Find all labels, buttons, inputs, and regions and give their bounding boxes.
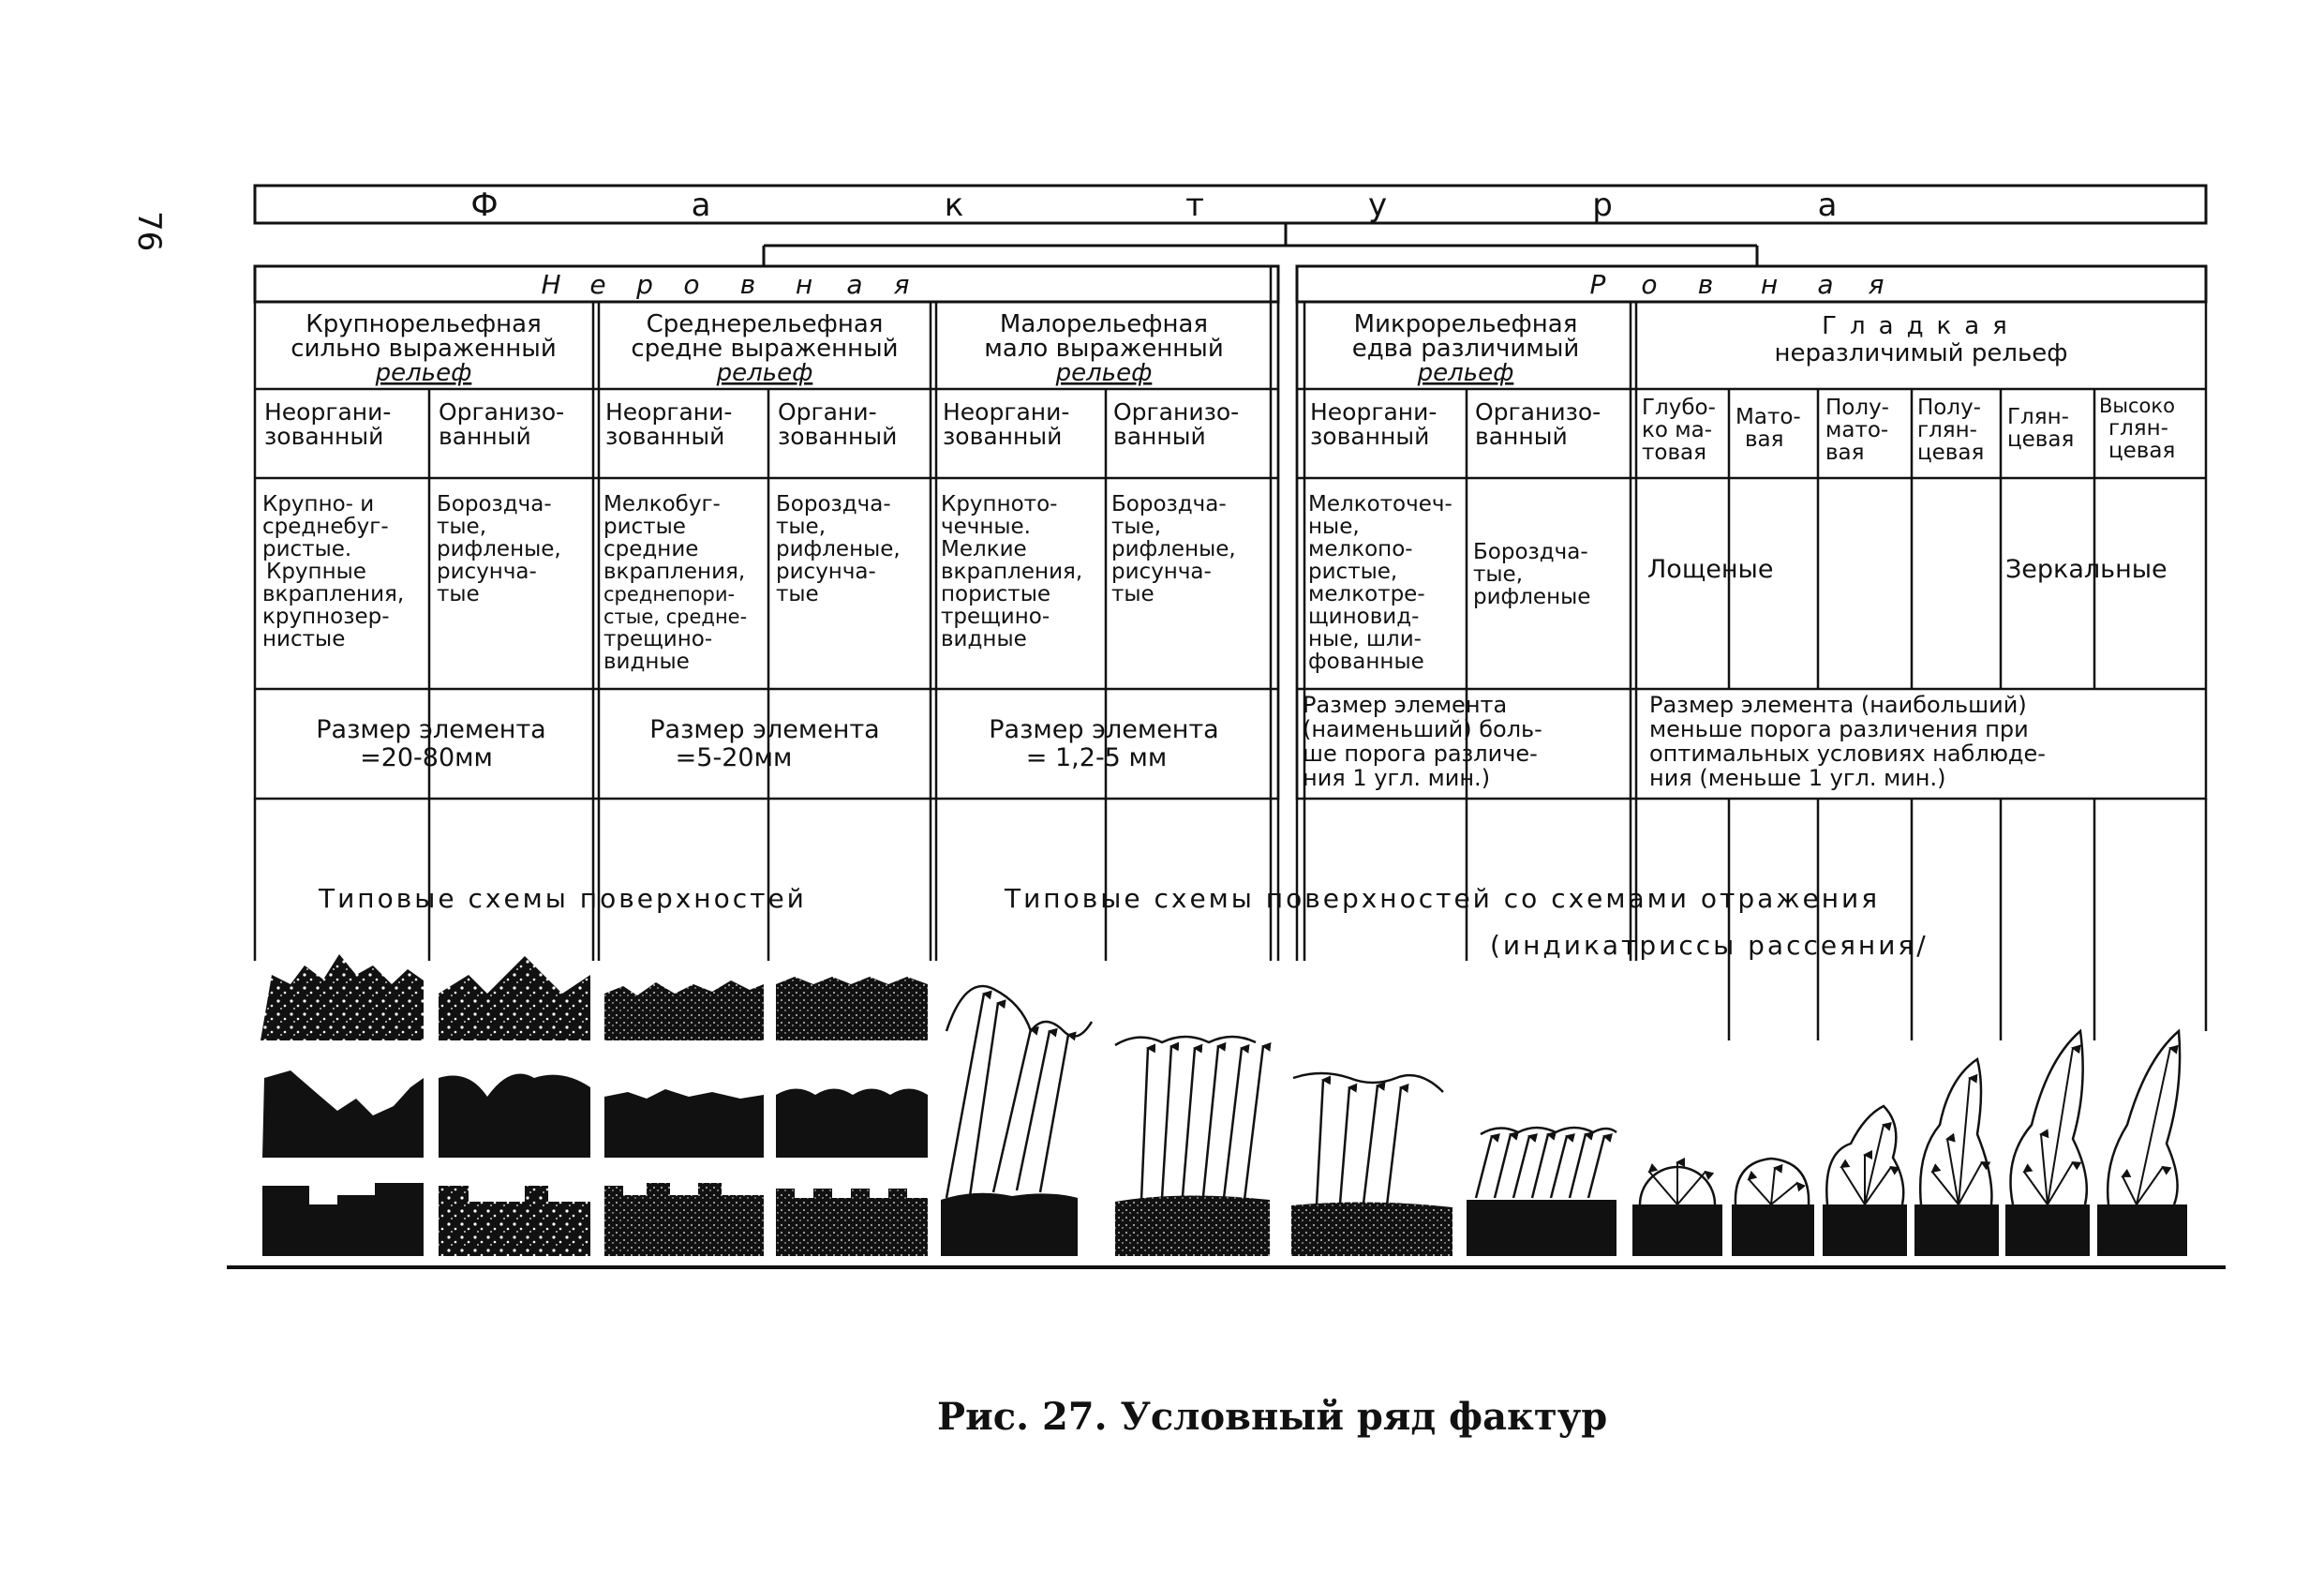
desc-col-7 [1308,492,1452,674]
gloss-header: вая [1745,427,1784,452]
reflection-scheme-micro-unorg [1291,1073,1452,1256]
branch-connector [764,223,1757,266]
desc-line: рифленые, [1111,537,1236,561]
title-letter: у [1367,187,1388,224]
indicatrix-matte [1732,1159,1814,1256]
surface-scheme-medium-unorg [604,980,764,1256]
desc-line: вкрапления, [941,560,1083,584]
desc-col-3 [603,492,747,674]
surface-scheme-large-org [439,956,590,1256]
desc-line: ристые, [1308,560,1398,584]
desc-line: щиновид- [1308,605,1420,629]
desc-line: тые, [1111,515,1162,539]
desc-line: Крупното- [941,492,1058,516]
desc-line: ристые [603,515,686,539]
gloss-header: товая [1642,441,1706,465]
gloss-header: ко ма- [1642,418,1713,442]
desc-line: тые [437,582,480,606]
size-micro: ния 1 угл. мин.) [1303,765,1491,791]
indicatrix-semi-gloss [1914,1059,1999,1256]
desc-line: тые, [437,515,487,539]
gloss-header: Полу- [1825,396,1889,420]
org-header: ванный [1113,423,1206,450]
desc-line: среднепори- [603,583,736,606]
gloss-header: цевая [2007,427,2075,452]
group-letter: а [846,269,863,300]
desc-line: видные [603,650,690,674]
desc-line: стые, средне- [603,606,748,628]
desc-col-2 [437,492,561,606]
org-header: ванный [439,423,531,450]
unorg-header: зованный [943,423,1063,450]
desc-line: видные [941,627,1027,651]
schemes-right-sublabel: (индикатриссы рассеяния/ [1490,930,1929,961]
title-letter: т [1185,187,1204,224]
title-letter: Ф [470,187,499,224]
unorg-header: зованный [264,423,384,450]
gloss-header: Глубо- [1642,396,1716,420]
desc-line: вкрапления, [262,582,405,606]
indicatrix-deep-matte [1632,1162,1722,1256]
relief-large-line: Крупнорельефная [305,310,542,338]
size-micro: Размер элемента [1303,692,1508,718]
desc-col-6 [1111,492,1236,606]
relief-micro-line: рельеф [1417,359,1514,387]
title-letter: а [1817,187,1838,224]
relief-large-line: рельеф [375,359,472,387]
group-letter: в [1697,269,1714,300]
group-letter: Н [541,269,561,300]
desc-line: среднебуг- [262,515,389,539]
title-letters [470,187,1837,224]
title-letter: а [691,187,711,224]
gloss-header: Мато- [1736,405,1801,429]
surface-scheme-large-unorg [261,954,424,1256]
group-letter: я [893,269,910,300]
desc-line: чечные. [941,515,1031,539]
desc-col-5 [941,492,1082,651]
indicatrix-high-gloss [2097,1031,2187,1256]
desc-line: мелкотре- [1308,582,1425,606]
unorg-header: Неоргани- [605,398,733,426]
group-letter: е [589,269,606,300]
desc-line: рифленые, [437,537,561,561]
size-micro: (наименьший) боль- [1303,716,1542,742]
size-small: Размер элемента [989,715,1219,744]
table-grid [255,266,2206,1040]
org-header: Организо- [439,398,565,426]
desc-line: вкрапления, [603,560,746,584]
relief-smooth-title: Гладкая [1822,312,2020,340]
desc-line: крупнозер- [262,605,390,629]
org-header: зованный [778,423,898,450]
group-letter: н [795,269,813,300]
gloss-header: Глян- [2007,405,2069,429]
desc-line: Мелкие [941,537,1027,561]
relief-micro-line: едва различимый [1351,335,1580,363]
desc-line: тые, [1473,562,1524,587]
desc-line: тые [776,582,819,606]
desc-line: ные, [1308,515,1360,539]
desc-line: мелкопо- [1308,537,1413,561]
size-smooth: ния (меньше 1 угл. мин.) [1649,765,1946,791]
unorg-header: зованный [605,423,725,450]
desc-line: нистые [262,627,346,651]
group-letter: а [1817,269,1834,300]
group-even-box [1297,266,2206,302]
reflection-scheme-micro-org [1467,1128,1616,1256]
group-letter: р [636,269,653,300]
gloss-header: Высоко [2099,395,2175,417]
desc-line: рисунча- [1111,560,1212,584]
gloss-header: вая [1825,441,1865,465]
reflection-scheme-small-org [1115,1037,1270,1256]
desc-line: рифленые [1473,585,1591,609]
size-smooth: Размер элемента (наибольший) [1649,692,2027,718]
desc-mirror: Зеркальные [2005,555,2168,584]
unorg-header: Неоргани- [943,398,1070,426]
desc-col-8 [1473,540,1590,609]
group-letter: о [1641,269,1658,300]
gloss-header: Полу- [1917,396,1981,420]
relief-smooth-sub: неразличимый рельеф [1774,339,2068,367]
desc-line: рисунча- [776,560,876,584]
gloss-header: цевая [2108,439,2176,463]
gloss-header: мато- [1825,418,1889,442]
desc-line: пористые [941,582,1051,606]
relief-small-line: рельеф [1055,359,1153,387]
reflection-scheme-small-unorg [941,986,1092,1256]
desc-line: Бороздча- [437,492,552,516]
desc-line: Мелкобуг- [603,492,721,516]
size-large: =20-80мм [360,743,493,772]
relief-large-line: сильно выраженный [290,335,557,363]
desc-polished: Лощеные [1647,555,1774,584]
relief-medium-line: средне выраженный [631,335,899,363]
schemes-left-label: Типовые схемы поверхностей [319,883,807,914]
desc-line: Мелкоточеч- [1308,492,1452,516]
desc-line: рисунча- [437,560,537,584]
indicatrix-gloss [2005,1031,2090,1256]
desc-line: тые [1111,582,1155,606]
unorg-header: зованный [1310,423,1430,450]
desc-line: Бороздча- [1473,540,1588,564]
desc-line: рифленые, [776,537,901,561]
gloss-header: глян- [2108,416,2168,441]
size-smooth: оптимальных условиях наблюде- [1649,741,2046,767]
desc-line: Крупные [266,560,366,584]
group-letter: о [683,269,700,300]
gloss-header: цевая [1917,441,1985,465]
desc-line: фованные [1308,650,1424,674]
org-header: Органи- [778,398,877,426]
desc-line: ные, шли- [1308,627,1422,651]
size-micro: ше порога различе- [1303,741,1538,767]
org-header: Организо- [1113,398,1240,426]
desc-line: ристые. [262,537,352,561]
size-smooth: меньше порога различения при [1649,716,2029,742]
relief-small-line: Малорельефная [999,310,1209,338]
page-number: 76 [130,211,168,252]
relief-medium-line: Среднерельефная [646,310,884,338]
relief-medium-line: рельеф [716,359,813,387]
size-medium: =5-20мм [675,743,793,772]
group-letter: я [1868,269,1885,300]
size-medium: Размер элемента [649,715,880,744]
desc-line: трещино- [941,605,1050,629]
group-letter: н [1760,269,1779,300]
org-header: Организо- [1475,398,1601,426]
relief-micro-line: Микрорельефная [1353,310,1578,338]
gloss-header: глян- [1917,418,1977,442]
unorg-header: Неоргани- [1310,398,1438,426]
indicatrix-semi-matte [1823,1106,1907,1256]
title-letter: к [944,187,964,224]
schemes-right-label: Типовые схемы поверхностей со схемами отражения [1005,883,1881,914]
relief-small-line: мало выраженный [984,335,1224,363]
title-letter: р [1592,187,1613,224]
org-header: ванный [1475,423,1568,450]
title-banner [255,186,2206,223]
desc-line: трещино- [603,627,713,651]
group-uneven-box [255,266,1278,302]
desc-line: тые, [776,515,827,539]
size-large: Размер элемента [316,715,546,744]
group-letter: Р [1589,269,1606,300]
desc-line: средние [603,537,699,561]
group-letter: в [739,269,756,300]
surface-scheme-medium-org [776,977,928,1256]
size-small: = 1,2-5 мм [1025,743,1168,772]
desc-col-1 [262,492,404,651]
desc-line: Бороздча- [776,492,891,516]
unorg-header: Неоргани- [264,398,392,426]
desc-col-4 [776,492,901,606]
desc-line: Бороздча- [1111,492,1227,516]
figure-caption: Рис. 27. Условный ряд фактур [937,1395,1608,1439]
desc-line: Крупно- и [262,492,375,516]
